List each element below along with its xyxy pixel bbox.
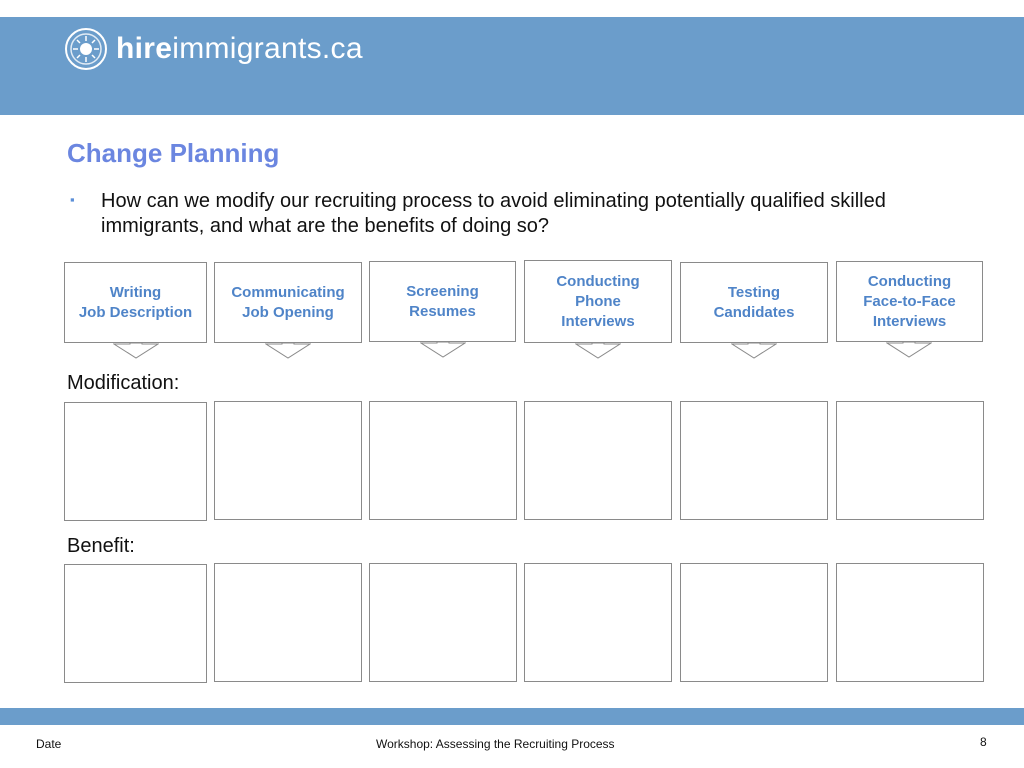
down-arrow-icon — [886, 342, 932, 358]
footer-bar — [0, 708, 1024, 725]
logo-text-rest: immigrants.ca — [172, 32, 363, 65]
page-number: 8 — [980, 735, 987, 749]
modification-box[interactable] — [524, 401, 672, 520]
step-label: Screening Resumes — [406, 282, 479, 320]
step-conducting-phone-interviews — [524, 260, 672, 343]
step-label: Writing Job Description — [78, 283, 193, 321]
down-arrow-icon — [731, 343, 777, 359]
step-communicating-job-opening — [214, 262, 362, 343]
modification-box[interactable] — [64, 402, 207, 521]
step-label: Conducting Face-to-Face Interviews — [863, 272, 956, 330]
modification-box[interactable] — [369, 401, 517, 520]
benefit-label: Benefit: — [67, 535, 135, 557]
benefit-box[interactable] — [369, 563, 517, 682]
step-label: Communicating Job Opening — [231, 283, 345, 321]
modification-label: Modification: — [67, 372, 180, 394]
benefit-box[interactable] — [836, 563, 984, 682]
step-conducting-face-to-face-interviews — [836, 261, 983, 342]
step-screening-resumes — [369, 261, 516, 342]
step-writing-job-description — [64, 262, 207, 343]
modification-box[interactable] — [680, 401, 828, 520]
benefit-box[interactable] — [524, 563, 672, 682]
modification-box[interactable] — [214, 401, 362, 520]
down-arrow-icon — [265, 343, 311, 359]
step-label: Conducting Phone Interviews — [556, 272, 640, 330]
sunburst-logo-icon — [64, 27, 108, 71]
benefit-box[interactable] — [214, 563, 362, 682]
down-arrow-icon — [420, 342, 466, 358]
bullet-text: How can we modify our recruiting process to avoid eliminating potentially qualified skilled immigrants, and what are the benefits of doing so? — [101, 190, 886, 237]
down-arrow-icon — [575, 343, 621, 359]
footer-title: Workshop: Assessing the Recruiting Process — [376, 737, 615, 751]
down-arrow-icon — [113, 343, 159, 359]
logo — [64, 27, 363, 71]
step-testing-candidates — [680, 262, 828, 343]
logo-text-bold: hire — [116, 32, 173, 65]
logo-text — [116, 27, 363, 71]
step-label: Testing Candidates — [713, 283, 795, 321]
modification-box[interactable] — [836, 401, 984, 520]
benefit-box[interactable] — [680, 563, 828, 682]
slide-title: Change Planning — [67, 138, 280, 168]
footer-date: Date — [36, 737, 62, 751]
bullet-marker: ▪ — [70, 192, 75, 207]
benefit-box[interactable] — [64, 564, 207, 683]
